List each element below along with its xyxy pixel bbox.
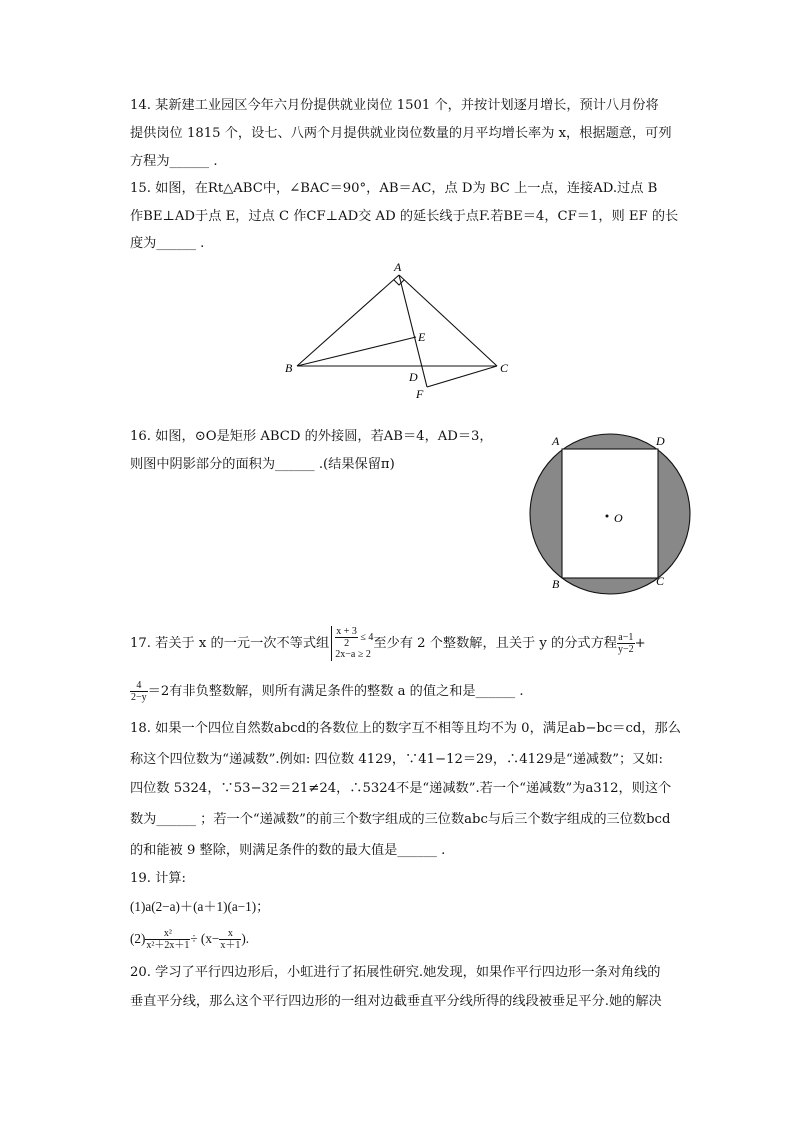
center-point bbox=[606, 515, 609, 518]
q17-frac1-denominator: y−2 bbox=[618, 644, 634, 655]
q19-item-1: (1)a(2−a)＋(a＋1)(a−1)； bbox=[130, 899, 270, 914]
q17-line-2 bbox=[130, 680, 524, 704]
q17-ineq1-rhs: ≤ 4 bbox=[360, 631, 374, 643]
label-d: D bbox=[409, 370, 418, 384]
q19-item2-denominator: x²＋2x＋1 bbox=[146, 940, 190, 952]
q19-item2-middle: ÷ (x− bbox=[190, 931, 220, 946]
q17-frac1-numerator: a−1 bbox=[618, 632, 634, 643]
q17-plus: + bbox=[634, 636, 646, 651]
q18-line-5: 的和能被 9 整除，则满足条件的数的最大值是______ . bbox=[130, 843, 446, 858]
q18-line-3: 四位数 5324，∵53−32＝21≠24，∴5324不是“递减数”.若一个“递减数”为a312，则这个 bbox=[130, 781, 672, 796]
q17-text-1: 17. 若关于 x 的一元一次不等式组 bbox=[130, 636, 330, 651]
q16-line-2: 则图中阴影部分的面积为______ .(结果保留π) bbox=[130, 457, 395, 472]
right-angle-mark bbox=[394, 280, 404, 285]
q17-text-2: 至少有 2 个整数解，且关于 y 的分式方程 bbox=[373, 636, 617, 651]
q17-ineq1-numerator: x + 3 bbox=[336, 626, 357, 637]
q19-title: 19. 计算: bbox=[130, 871, 186, 886]
label-a: A bbox=[394, 260, 402, 274]
segment-ac bbox=[399, 275, 497, 366]
q14-line-3: 方程为______ . bbox=[130, 154, 218, 169]
q19-item-2 bbox=[130, 926, 249, 952]
q20-line-1: 20. 学习了平行四边形后，小虹进行了拓展性研究.她发现，如果作平行四边形一条对角线的 bbox=[130, 965, 661, 980]
q14-line-2: 提供岗位 1815 个，设七、八两个月提供就业岗位数量的月平均增长率为 x，根据题意，可列 bbox=[130, 126, 672, 141]
label-e: E bbox=[418, 330, 426, 344]
q16-line-1: 16. 如图，⊙O是矩形 ABCD 的外接圆，若AB＝4，AD＝3， bbox=[130, 429, 493, 444]
rectangle-abcd bbox=[562, 449, 658, 578]
q19-item2-end: ). bbox=[241, 931, 250, 946]
q15-line-3: 度为______ . bbox=[130, 236, 205, 251]
q16-circle-figure bbox=[525, 428, 705, 598]
q18-line-1: 18. 如果一个四位自然数abcd的各数位上的数字互不相等且均不为 0，满足ab−bc＝cd，那么 bbox=[130, 721, 681, 736]
q15-line-2: 作BE⊥AD于点 E，过点 C 作CF⊥AD交 AD 的延长线于点F.若BE＝4，CF＝1，则 EF 的长 bbox=[130, 209, 679, 224]
segment-cf bbox=[427, 366, 497, 387]
segment-ab bbox=[297, 275, 399, 366]
q15-triangle-figure bbox=[275, 255, 535, 405]
q19-item2-numerator-2: x bbox=[219, 928, 241, 940]
q18-line-4: 数为______ ；若一个“递减数”的前三个数字组成的三位数abc与后三个数字组成的三位数bcd bbox=[130, 812, 671, 827]
q17-text-3: ＝2有非负整数解，则所有满足条件的整数 a 的值之和是______ . bbox=[147, 684, 524, 699]
q17-ineq2: 2x−a ≥ 2 bbox=[335, 649, 371, 660]
q15-line-1: 15. 如图，在Rt△ABC中，∠BAC＝90°，AB＝AC，点 D为 BC 上一点，连接AD.过点 B bbox=[130, 181, 658, 196]
label-c: C bbox=[500, 361, 509, 375]
q17-frac2-numerator: 4 bbox=[130, 680, 148, 692]
label-b: B bbox=[552, 577, 560, 591]
q14-line-1: 14. 某新建工业园区今年六月份提供就业岗位 1501 个，并按计划逐月增长，预计八月份将 bbox=[130, 98, 659, 113]
segment-be bbox=[297, 337, 416, 366]
q19-item2-numerator: x² bbox=[145, 928, 190, 940]
q17-line-1 bbox=[130, 626, 646, 661]
label-b: B bbox=[285, 361, 293, 375]
q19-item2-denominator-2: x＋1 bbox=[220, 940, 241, 952]
q17-frac2-denominator: 2−y bbox=[131, 692, 147, 703]
label-f: F bbox=[416, 387, 424, 401]
q19-item2-prefix: (2) bbox=[130, 931, 146, 946]
label-a: A bbox=[552, 434, 560, 448]
label-d: D bbox=[656, 434, 665, 448]
q17-inequality-system bbox=[331, 626, 373, 661]
q18-line-2: 称这个四位数为“递减数”.例如: 四位数 4129，∵41−12＝29，∴4129是“递减数”；又如: bbox=[130, 752, 664, 767]
label-o: O bbox=[614, 511, 623, 525]
q20-line-2: 垂直平分线，那么这个平行四边形的一组对边截垂直平分线所得的线段被垂足平分.她的解决 bbox=[130, 994, 662, 1009]
label-c: C bbox=[656, 574, 665, 588]
q17-ineq1-denominator: 2 bbox=[344, 638, 350, 649]
